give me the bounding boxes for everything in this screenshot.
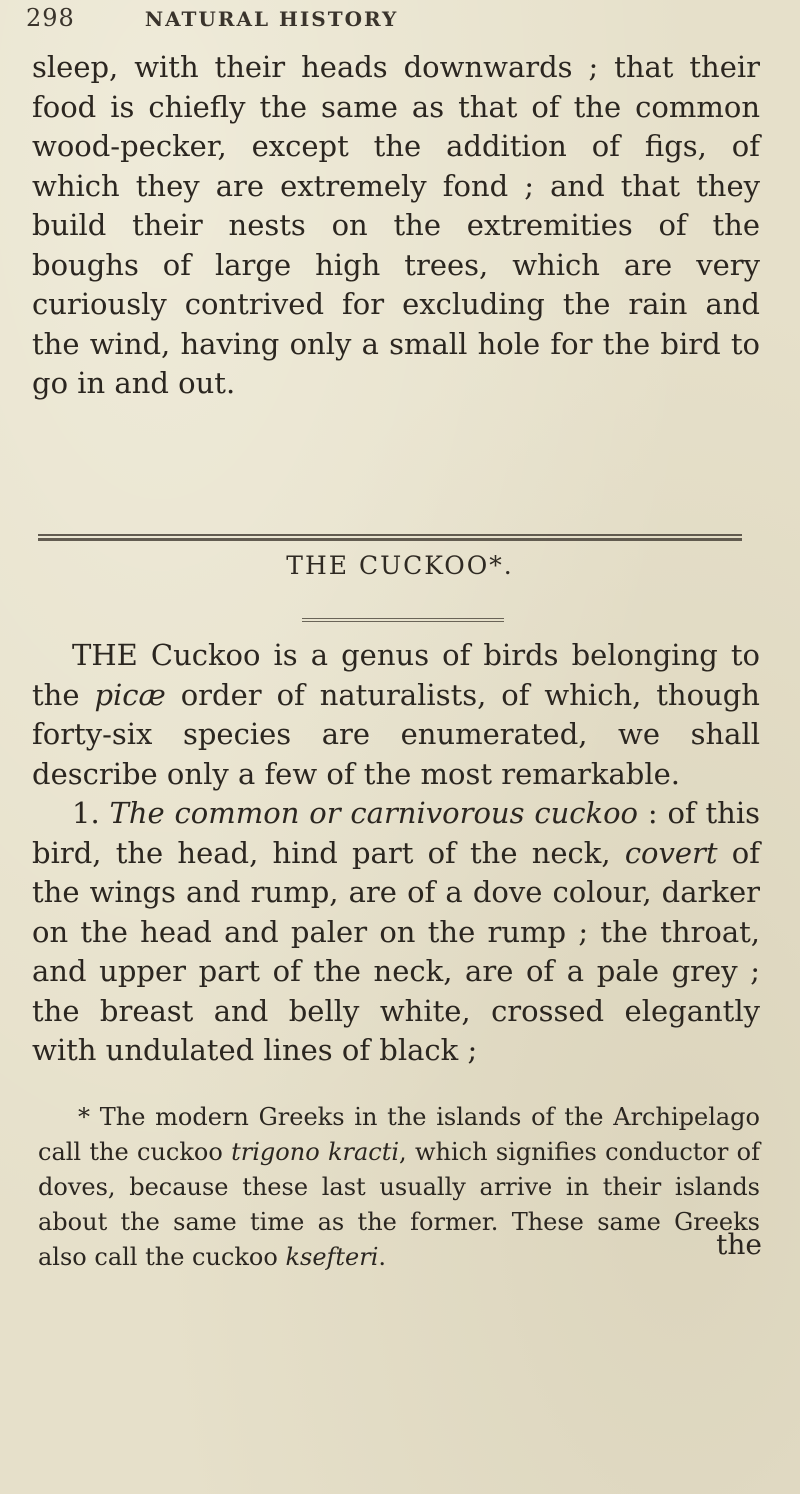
footnote-italic-1: trigono kracti xyxy=(231,1138,400,1166)
catchword: the xyxy=(716,1228,762,1261)
section-divider-rule xyxy=(38,534,742,541)
species-name: The common or carnivorous cuckoo xyxy=(99,796,638,830)
drop-lead-word: THE xyxy=(72,638,138,672)
title-underline-rule xyxy=(302,618,504,622)
section-body xyxy=(32,636,760,1071)
intro-text-a: Cuckoo is a genus of birds belonging to the xyxy=(32,638,760,712)
section-title: THE CUCKOO*. xyxy=(286,551,514,580)
footnote-italic-2: ksefteri xyxy=(285,1243,379,1271)
intro-italic-term: picæ xyxy=(94,677,166,712)
species-text-a: : of this bird, the head, hind part of the neck, xyxy=(32,796,761,870)
page-number: 298 xyxy=(26,4,75,32)
species-number: 1. xyxy=(72,796,100,830)
intro-paragraph xyxy=(32,636,760,794)
footnote-text-c: . xyxy=(378,1243,387,1271)
footnote-text xyxy=(38,1100,760,1275)
species-text-b: of the wings and rump, are of a dove colour, darker on the head and paler on the rump ; the throat, and upper part of the neck, are of a pale grey ; the breast and belly white, crossed elegantly with undulated lines of black ; xyxy=(32,835,760,1067)
species-paragraph xyxy=(32,794,760,1071)
footnote-text-a: * The modern Greeks in the islands of the Archipelago call the cuckoo xyxy=(38,1103,760,1166)
continued-paragraph xyxy=(32,48,760,404)
intro-text-b: order of naturalists, of which, though forty-six species are enumerated, we shall describe only a few of the most remarkable. xyxy=(32,677,760,791)
species-italic-term: covert xyxy=(624,835,718,870)
footnote-text-b: , which signifies conductor of doves, because these last usually arrive in their islands about the same time as the former. These same Greeks also call the cuckoo xyxy=(38,1138,760,1271)
paragraph-text: sleep, with their heads downwards ; that their food is chiefly the same as that of the common wood-pecker, except the addition of figs, of which they are extremely fond ; and that they build their nests on the extremities of the boughs of large high trees, which are very curiously contrived for excluding the rain and the wind, having only a small hole for the bird to go in and out. xyxy=(32,50,760,400)
running-title: NATURAL HISTORY xyxy=(144,7,399,31)
running-head xyxy=(26,4,748,44)
footnote xyxy=(38,1100,760,1275)
